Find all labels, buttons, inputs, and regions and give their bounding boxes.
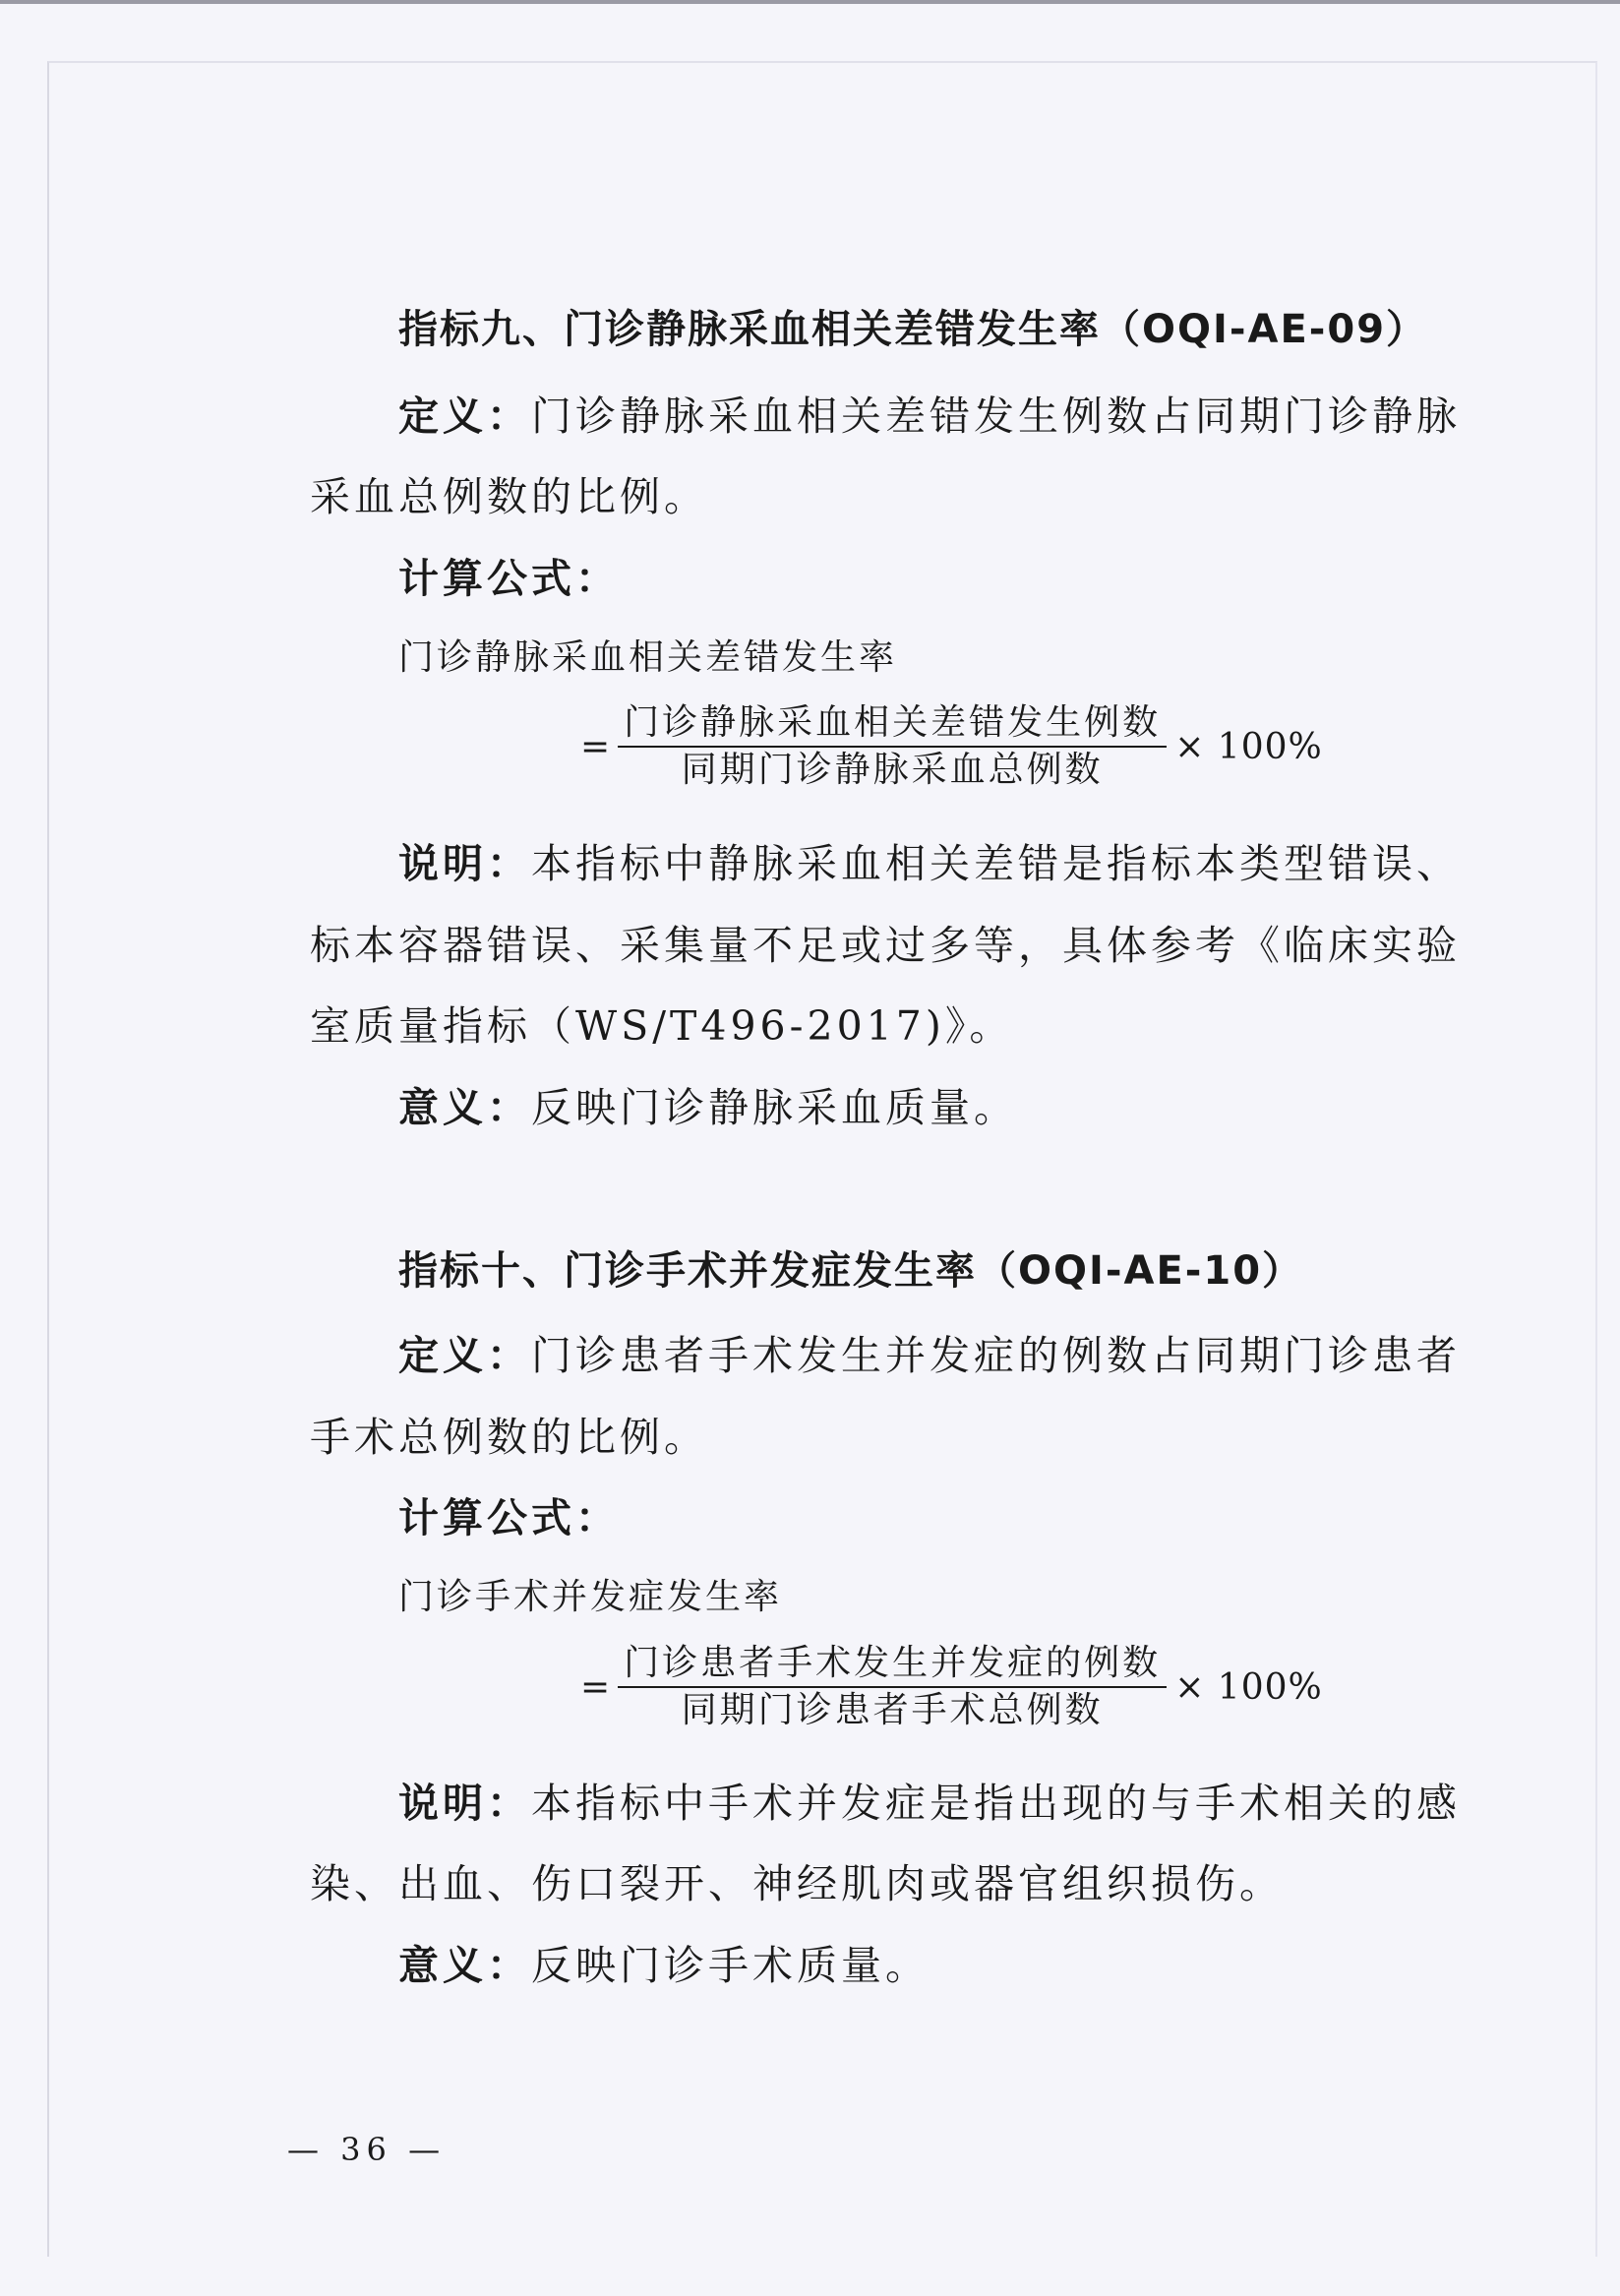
- note-label: 说明：: [398, 840, 531, 887]
- meaning-label: 意义：: [398, 1084, 531, 1131]
- formula-name: 门诊静脉采血相关差错发生率: [398, 637, 898, 678]
- fraction-numerator: 门诊患者手术发生并发症的例数: [624, 1643, 1162, 1683]
- note-label: 说明：: [398, 1780, 531, 1827]
- section-heading: 指标十、门诊手术并发症发生率（OQI-AE-10）: [398, 1248, 1304, 1294]
- definition-continuation: 手术总例数的比例。: [310, 1414, 708, 1461]
- definition-label: 定义：: [398, 1332, 531, 1379]
- formula-label: 计算公式：: [398, 555, 620, 602]
- multiply-percent: × 100%: [1174, 1666, 1323, 1708]
- definition-text: 门诊患者手术发生并发症的例数占同期门诊患者: [531, 1332, 1461, 1379]
- page-number: — 36 —: [287, 2131, 447, 2168]
- fraction: [618, 700, 1167, 793]
- formula: [580, 700, 1323, 793]
- meaning-text: 反映门诊静脉采血质量。: [531, 1084, 1018, 1131]
- note-continuation: 室质量指标（WS/T496-2017)》。: [310, 1002, 1014, 1050]
- definition-text: 门诊静脉采血相关差错发生例数占同期门诊静脉: [531, 393, 1461, 440]
- formula-name: 门诊手术并发症发生率: [398, 1577, 783, 1617]
- equals-sign: =: [580, 1666, 611, 1708]
- meaning-text: 反映门诊手术质量。: [531, 1942, 930, 1989]
- note-text: 本指标中手术并发症是指出现的与手术相关的感: [531, 1780, 1461, 1827]
- fraction-denominator: 同期门诊静脉采血总例数: [681, 750, 1104, 790]
- meaning-label: 意义：: [398, 1942, 531, 1989]
- fraction-denominator: 同期门诊患者手术总例数: [681, 1690, 1104, 1730]
- definition-line: [398, 384, 1461, 442]
- formula: [580, 1641, 1323, 1733]
- note-text: 本指标中静脉采血相关差错是指标本类型错误、: [531, 840, 1461, 887]
- equals-sign: =: [580, 726, 611, 767]
- formula-label: 计算公式：: [398, 1494, 620, 1541]
- meaning-line: [398, 1075, 1018, 1133]
- fraction-numerator: 门诊静脉采血相关差错发生例数: [624, 702, 1162, 743]
- scan-top-edge: [0, 0, 1620, 4]
- definition-line: [398, 1323, 1461, 1381]
- multiply-percent: × 100%: [1174, 726, 1323, 767]
- definition-label: 定义：: [398, 393, 531, 440]
- note-line: [398, 1771, 1461, 1829]
- meaning-line: [398, 1933, 930, 1991]
- section-heading: 指标九、门诊静脉采血相关差错发生率（OQI-AE-09）: [398, 307, 1428, 352]
- note-line: [398, 831, 1461, 889]
- note-continuation: 标本容器错误、采集量不足或过多等，具体参考《临床实验: [310, 922, 1461, 969]
- definition-continuation: 采血总例数的比例。: [310, 473, 708, 520]
- fraction: [618, 1641, 1167, 1733]
- note-continuation: 染、出血、伤口裂开、神经肌肉或器官组织损伤。: [310, 1860, 1284, 1907]
